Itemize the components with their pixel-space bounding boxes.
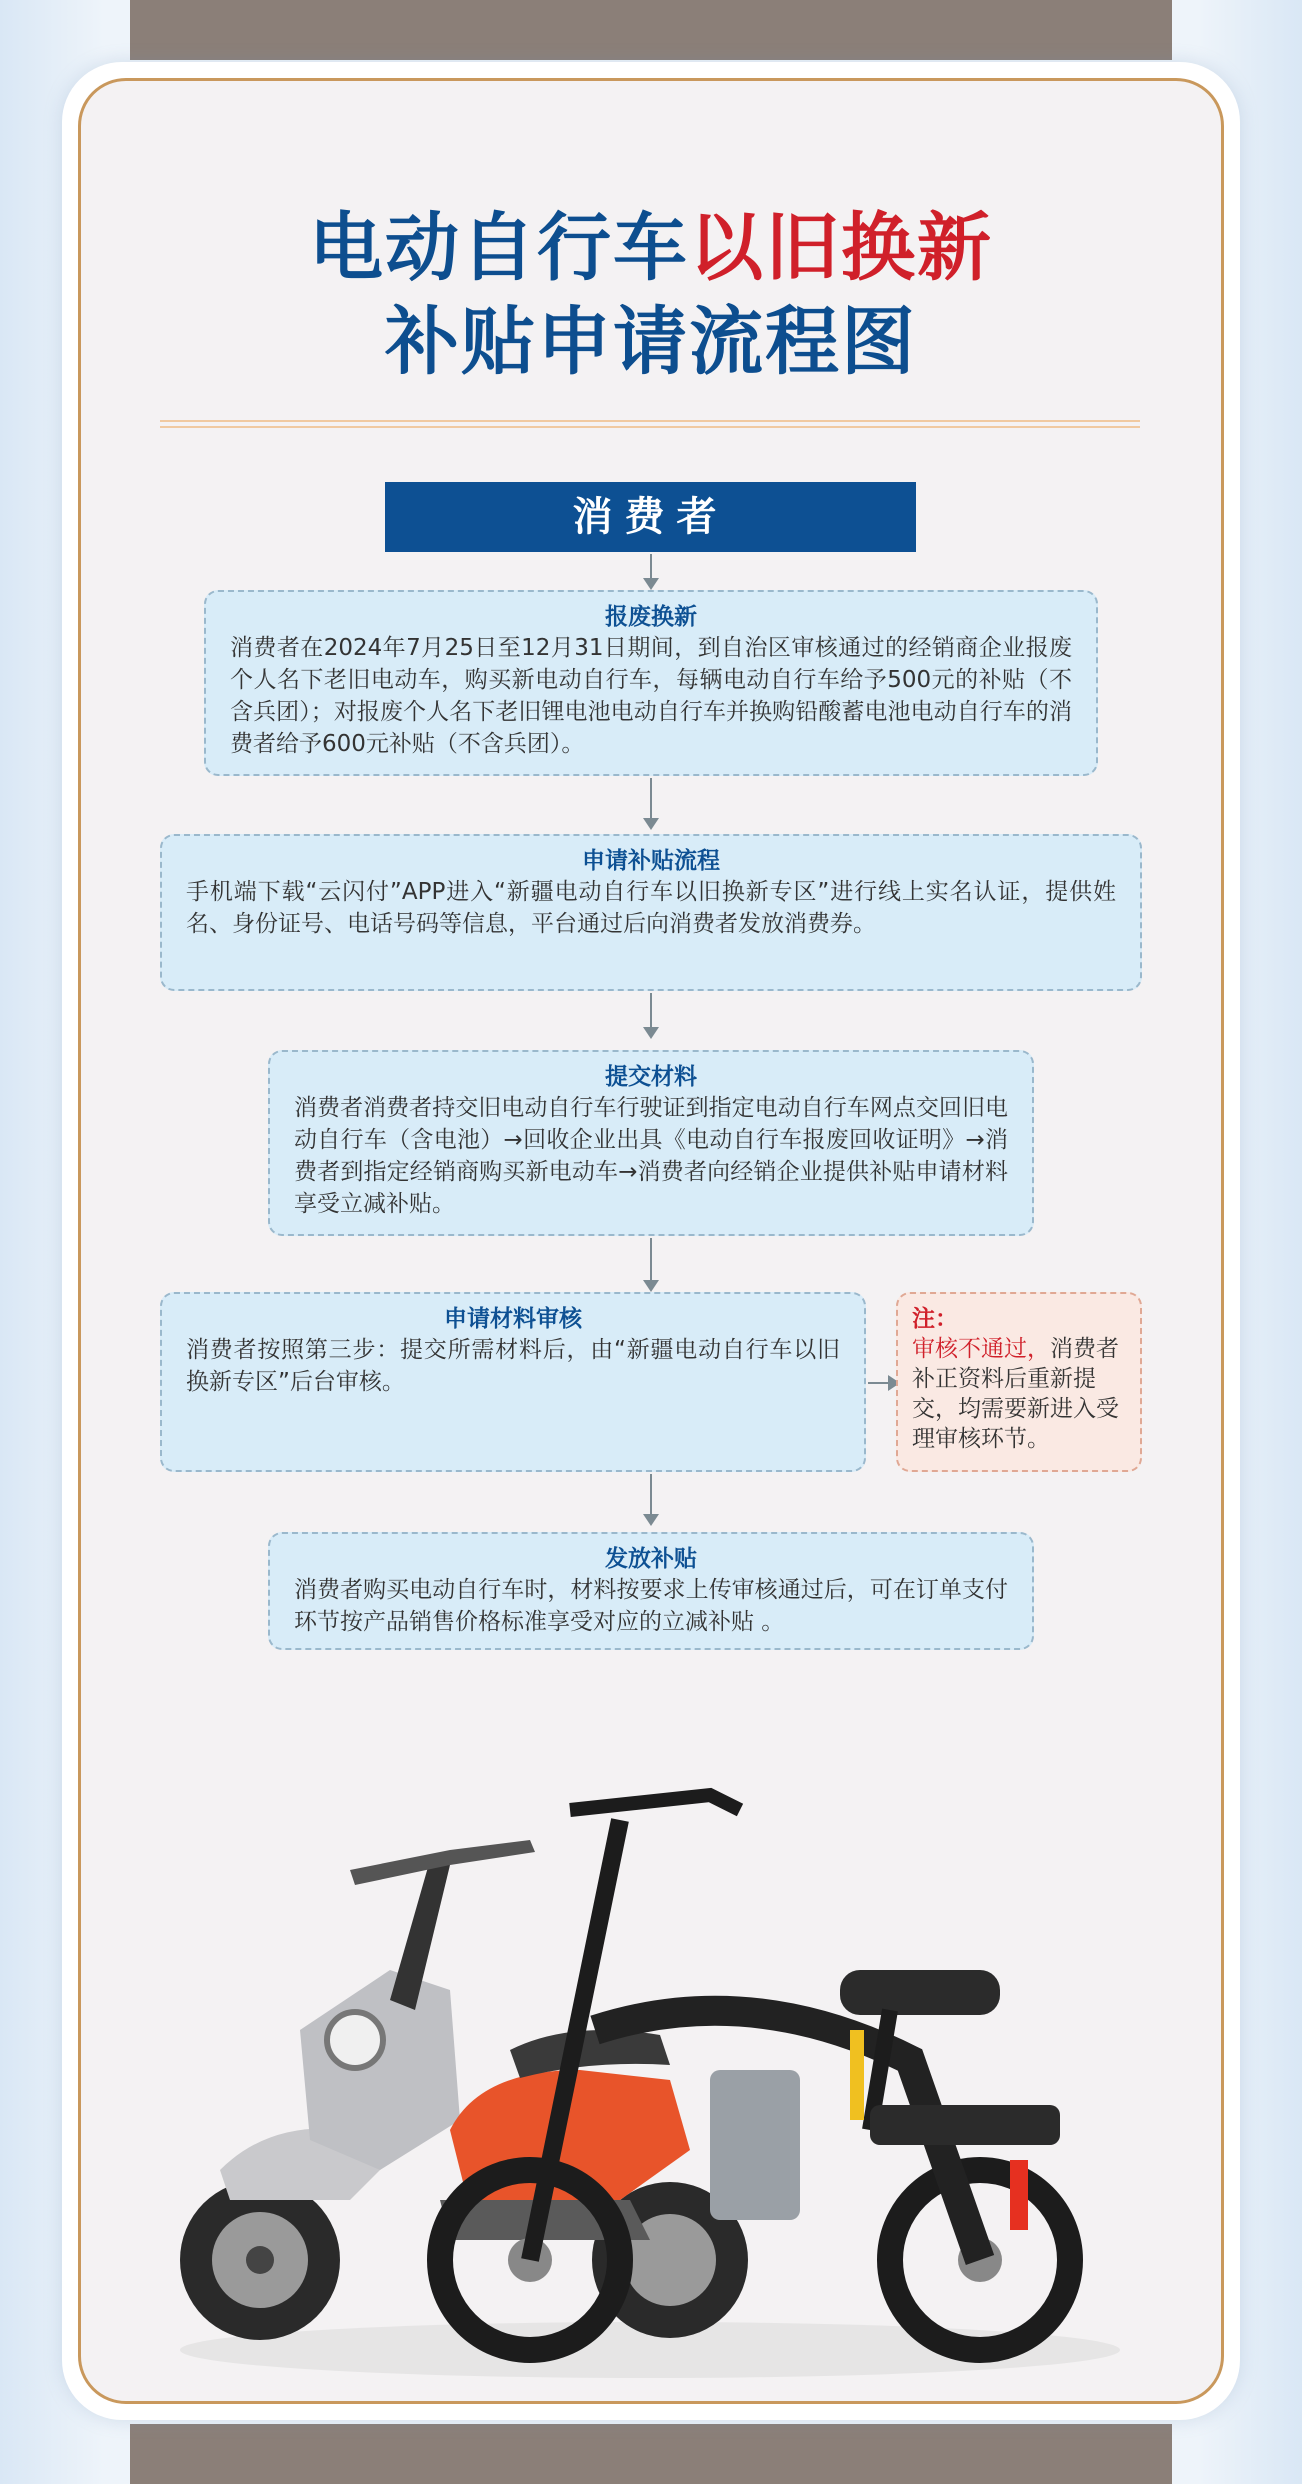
page-title-line2: 补贴申请流程图 <box>385 299 917 385</box>
step-text: 消费者消费者持交旧电动自行车行驶证到指定电动自行车网点交回旧电动自行车（含电池）→回收企业出具《电动自行车报废回收证明》→消费者到指定经销商购买新电动车→消费者向经销企业提供补贴申请材料享受立减补贴。 <box>294 1095 1008 1217</box>
step-text: 手机端下载“云闪付”APP进入“新疆电动自行车以旧换新专区”进行线上实名认证，提供姓名、身份证号、电话号码等信息，平台通过后向消费者发放消费券。 <box>186 879 1116 937</box>
step-text: 消费者在2024年7月25日至12月31日期间，到自治区审核通过的经销商企业报废个人名下老旧电动车，购买新电动自行车，每辆电动自行车给予500元的补贴（不含兵团）；对报废个人名下老旧锂电池电动自行车并换购铅酸蓄电池电动自行车的消费者给予600元补贴（不含兵团）。 <box>230 635 1072 757</box>
arrow-down-icon <box>650 1474 652 1514</box>
note-text: 消费者补正资料后重新提交，均需要新进入受理审核环节。 <box>912 1336 1119 1452</box>
step-title: 申请材料审核 <box>444 1306 582 1332</box>
note-highlight: 审核不通过， <box>912 1336 1050 1362</box>
title-part1: 电动自行车 <box>309 205 689 291</box>
step-scrap-renew <box>204 590 1098 776</box>
step-title: 申请补贴流程 <box>582 848 720 874</box>
page-title-line1 <box>0 200 1302 296</box>
consumer-header: 消费者 <box>385 482 916 552</box>
title-part2-highlight: 以旧换新 <box>689 205 993 291</box>
title-divider <box>160 420 1140 428</box>
step-title: 报废换新 <box>605 604 697 630</box>
note-title: 注： <box>912 1306 958 1332</box>
step-title: 提交材料 <box>605 1064 697 1090</box>
step-review-materials <box>160 1292 866 1472</box>
step-issue-subsidy <box>268 1532 1034 1650</box>
note-body <box>912 1334 1126 1454</box>
arrow-down-icon <box>650 778 652 818</box>
arrow-down-icon <box>650 554 652 578</box>
arrow-down-icon <box>650 1238 652 1280</box>
step-text: 消费者购买电动自行车时，材料按要求上传审核通过后，可在订单支付环节按产品销售价格标准享受对应的立减补贴 。 <box>294 1577 1008 1635</box>
bottom-band <box>130 2424 1172 2484</box>
top-band <box>130 0 1172 60</box>
step-submit-materials <box>268 1050 1034 1236</box>
review-note <box>896 1292 1142 1472</box>
arrow-right-icon <box>868 1382 888 1384</box>
electric-bikes-illustration <box>150 1700 1150 2400</box>
scooter-icon <box>180 1840 748 2340</box>
arrow-down-icon <box>650 993 652 1027</box>
step-title: 发放补贴 <box>605 1546 697 1572</box>
step-text: 消费者按照第三步：提交所需材料后，由“新疆电动自行车以旧换新专区”后台审核。 <box>186 1337 840 1395</box>
step-apply-subsidy <box>160 834 1142 991</box>
